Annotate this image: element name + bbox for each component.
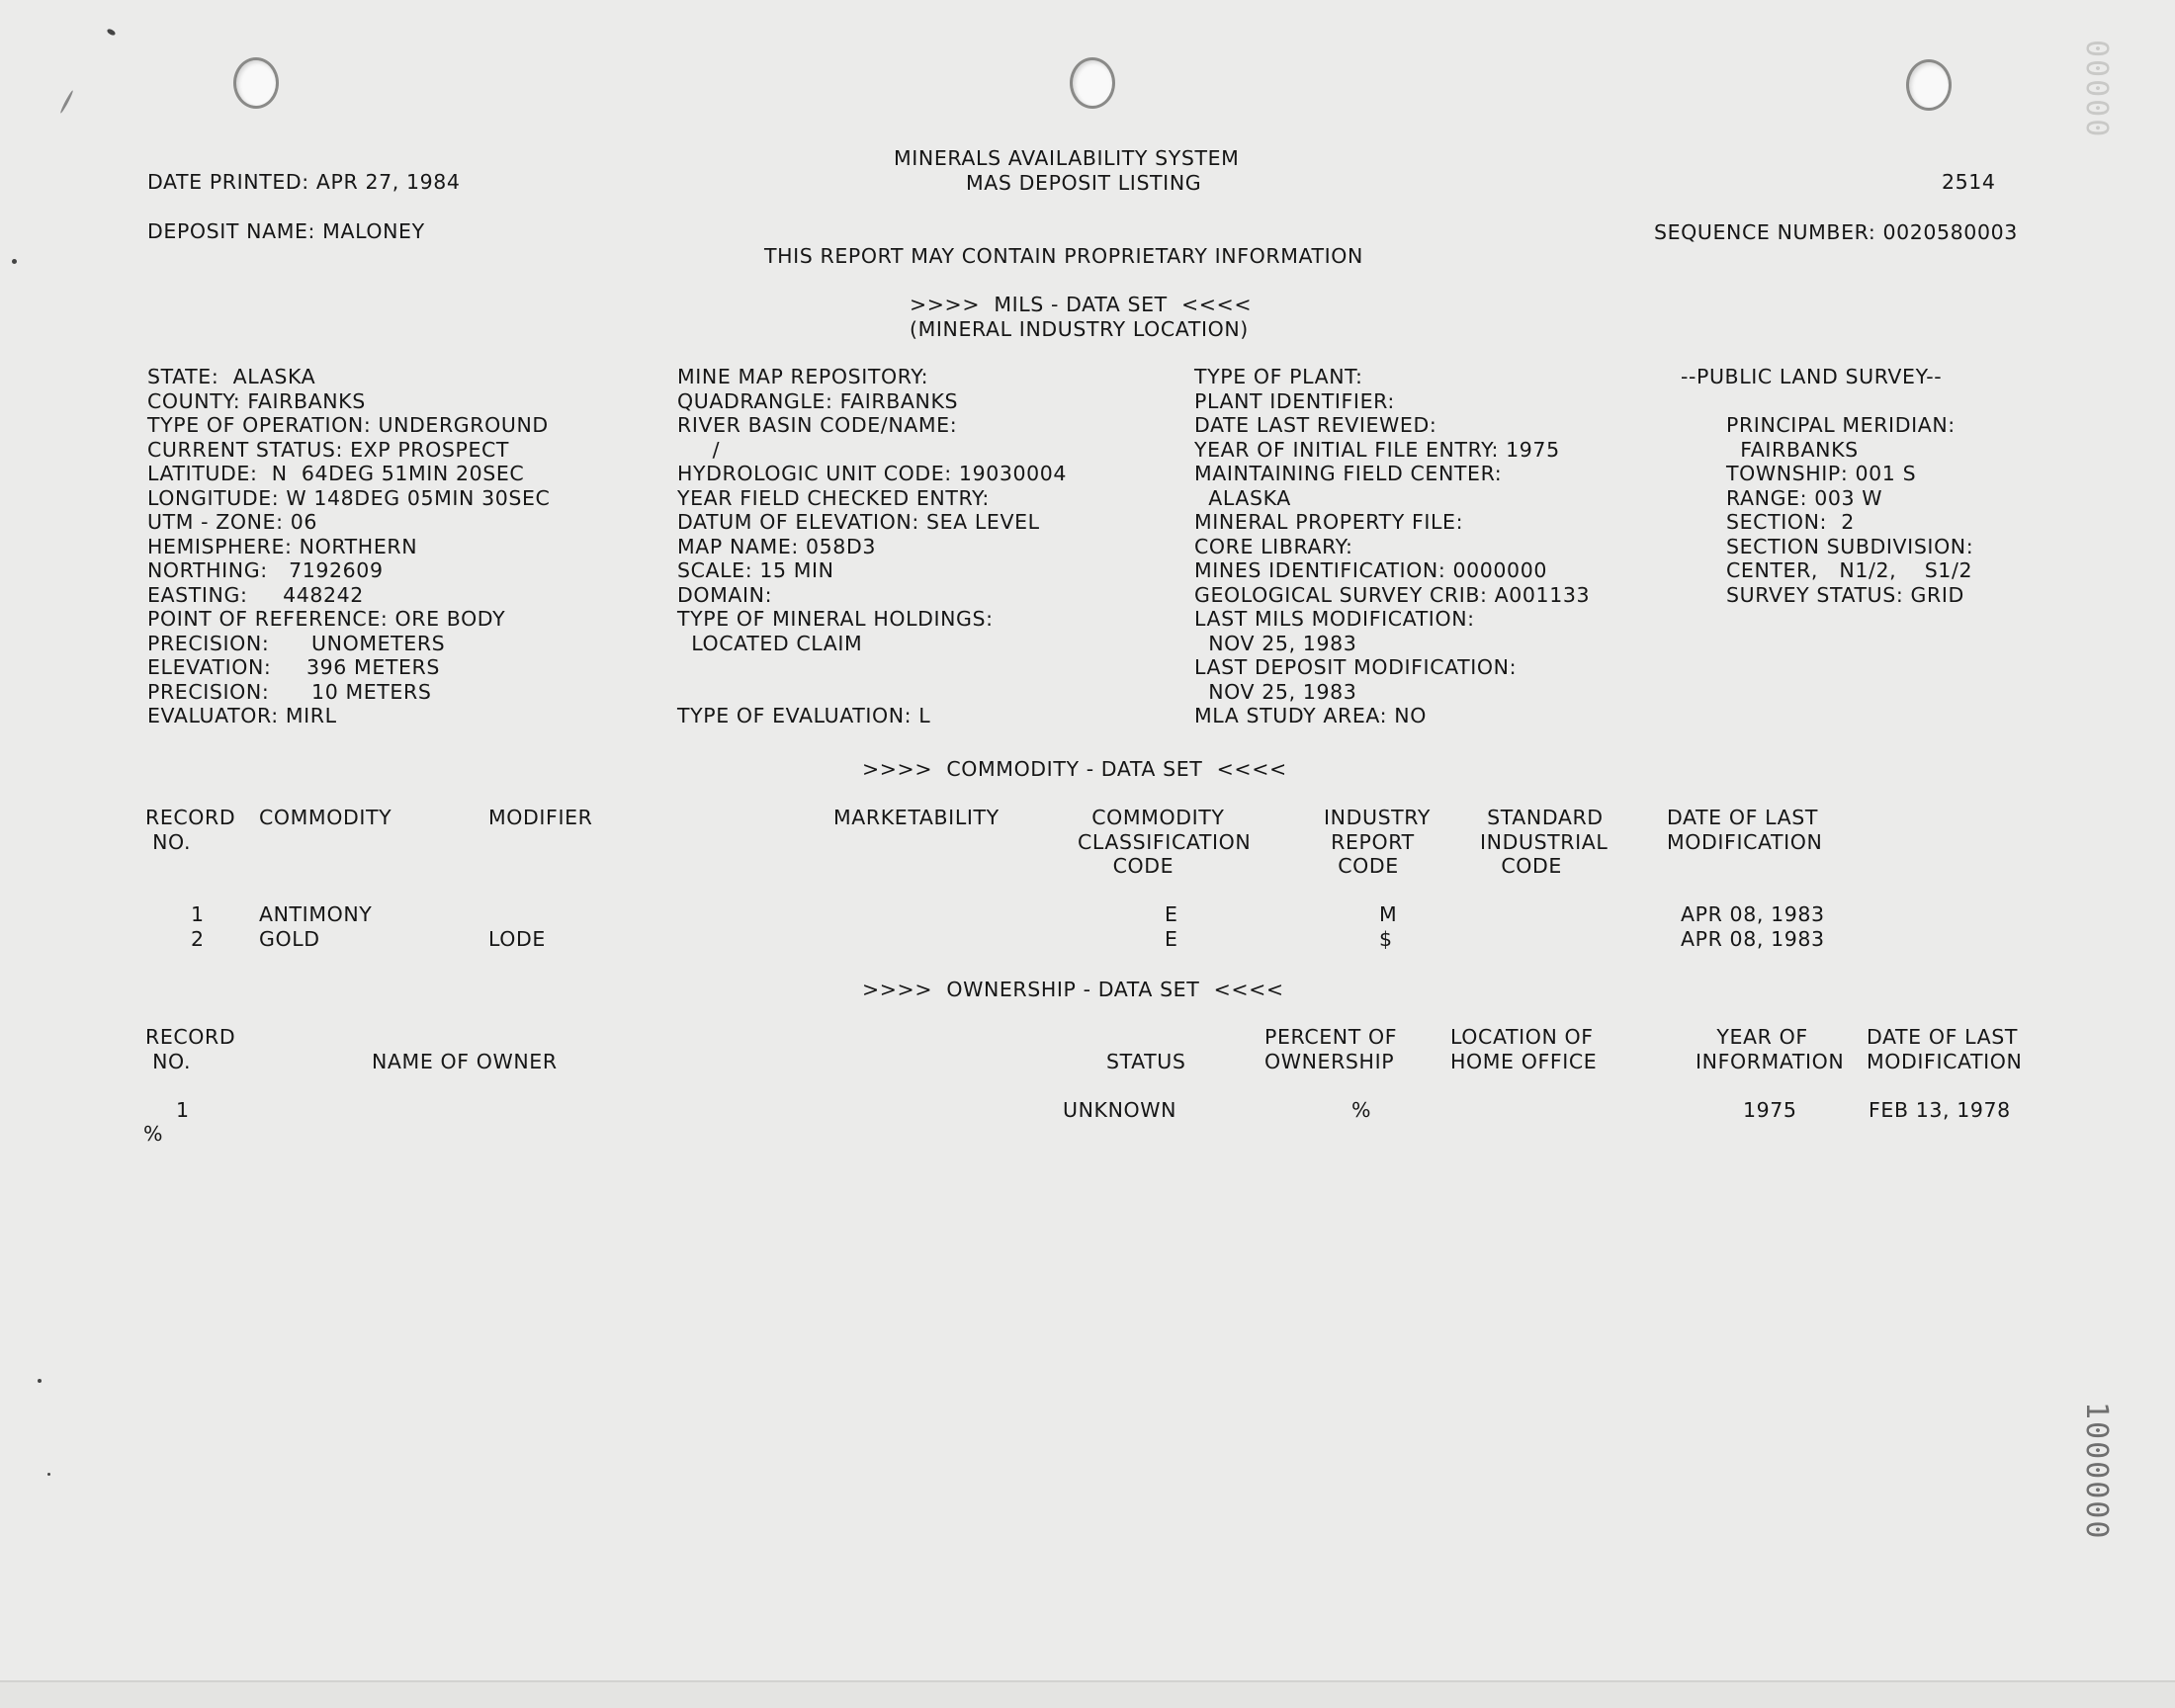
field-quadrangle: QUADRANGLE: FAIRBANKS	[677, 388, 959, 413]
field-elevation: ELEVATION: 396 METERS	[147, 655, 441, 679]
ink-speck	[12, 259, 17, 264]
field-mines-identification: MINES IDENTIFICATION: 0000000	[1194, 558, 1547, 582]
ink-speck	[47, 1473, 50, 1476]
commodity-record-no: 1	[191, 902, 205, 926]
field-point-of-reference: POINT OF REFERENCE: ORE BODY	[147, 607, 506, 631]
field-current-status: CURRENT STATUS: EXP PROSPECT	[147, 437, 510, 462]
commodity-classification-code: E	[1165, 902, 1178, 926]
field-state: STATE: ALASKA	[147, 365, 316, 388]
blank-line	[1681, 389, 1942, 414]
field-county: COUNTY: FAIRBANKS	[147, 388, 366, 413]
ink-speck	[59, 90, 74, 114]
commodity-modification-date: APR 08, 1983	[1681, 927, 1825, 951]
ownership-year: 1975	[1743, 1098, 1797, 1122]
field-section-subdivision: SECTION SUBDIVISION:	[1726, 534, 1974, 558]
commodity-name: ANTIMONY	[259, 902, 373, 926]
field-principal-meridian: PRINCIPAL MERIDIAN:	[1726, 413, 1956, 437]
field-longitude: LONGITUDE: W 148DEG 05MIN 30SEC	[147, 485, 551, 510]
proprietary-notice: THIS REPORT MAY CONTAIN PROPRIETARY INFORMATION	[764, 244, 1363, 268]
field-principal-meridian-value: FAIRBANKS	[1726, 437, 1859, 462]
ownership-section-title: >>>> OWNERSHIP - DATA SET <<<<	[862, 978, 1284, 1001]
field-hydrologic-unit: HYDROLOGIC UNIT CODE: 19030004	[677, 462, 1068, 485]
field-map-name: MAP NAME: 058D3	[677, 534, 876, 558]
mils-section-subtitle: (MINERAL INDUSTRY LOCATION)	[910, 317, 1249, 341]
margin-stamp: 1000000	[2079, 1402, 2114, 1541]
commodity-record-no: 2	[191, 927, 205, 951]
field-last-deposit-modification-value: NOV 25, 1983	[1194, 679, 1357, 704]
blank-line	[677, 680, 1067, 705]
field-plant-type: TYPE OF PLANT:	[1194, 365, 1363, 388]
field-plant-identifier: PLANT IDENTIFIER:	[1194, 388, 1395, 413]
field-datum-of-elevation: DATUM OF ELEVATION: SEA LEVEL	[677, 510, 1040, 534]
commodity-section-title: >>>> COMMODITY - DATA SET <<<<	[862, 757, 1287, 781]
ownership-header-home-office: LOCATION OF HOME OFFICE	[1450, 1025, 1598, 1073]
field-operation-type: TYPE OF OPERATION: UNDERGROUND	[147, 413, 549, 437]
punch-hole-center	[1070, 57, 1115, 109]
commodity-header-sic: STANDARD INDUSTRIAL CODE	[1480, 806, 1609, 878]
field-mla-study-area: MLA STUDY AREA: NO	[1194, 704, 1427, 727]
commodity-header-record-no: RECORD NO.	[145, 806, 236, 854]
field-maintaining-center-value: ALASKA	[1194, 485, 1291, 510]
field-domain: DOMAIN:	[677, 582, 773, 607]
ink-speck	[106, 28, 116, 37]
commodity-header-classification: COMMODITY CLASSIFICATION CODE	[1078, 806, 1252, 878]
field-last-mils-modification-value: NOV 25, 1983	[1194, 631, 1357, 655]
ownership-header-date: DATE OF LAST MODIFICATION	[1867, 1025, 2023, 1073]
field-precision: PRECISION: UNOMETERS	[147, 631, 446, 655]
commodity-modifier: LODE	[488, 927, 546, 951]
field-river-basin-value: /	[677, 437, 721, 462]
ownership-status: UNKNOWN	[1063, 1098, 1177, 1122]
commodity-modification-date: APR 08, 1983	[1681, 902, 1825, 926]
field-maintaining-center: MAINTAINING FIELD CENTER:	[1194, 462, 1503, 485]
page-number: 2514	[1942, 170, 1996, 194]
ownership-record-no: 1	[176, 1098, 190, 1122]
field-mineral-property-file: MINERAL PROPERTY FILE:	[1194, 510, 1464, 534]
ownership-header-record-no: RECORD NO.	[145, 1025, 236, 1073]
commodity-header-marketability: MARKETABILITY	[833, 806, 1000, 829]
field-scale: SCALE: 15 MIN	[677, 558, 834, 582]
field-mine-map-repository: MINE MAP REPOSITORY:	[677, 365, 929, 388]
date-printed: DATE PRINTED: APR 27, 1984	[147, 170, 461, 194]
mils-column-land-survey	[1681, 365, 1974, 607]
commodity-header-commodity: COMMODITY	[259, 806, 392, 829]
field-elevation-precision: PRECISION: 10 METERS	[147, 679, 432, 704]
commodity-header-date: DATE OF LAST MODIFICATION	[1667, 806, 1823, 854]
ownership-header-year: YEAR OF INFORMATION	[1696, 1025, 1845, 1073]
ownership-header-percent: PERCENT OF OWNERSHIP	[1264, 1025, 1398, 1073]
sequence-number: SEQUENCE NUMBER: 0020580003	[1654, 220, 2018, 244]
field-last-mils-modification: LAST MILS MODIFICATION:	[1194, 607, 1475, 631]
field-mineral-holdings: TYPE OF MINERAL HOLDINGS:	[677, 607, 994, 631]
ownership-header-owner-name: NAME OF OWNER	[372, 1050, 558, 1073]
field-latitude: LATITUDE: N 64DEG 51MIN 20SEC	[147, 462, 525, 485]
commodity-name: GOLD	[259, 927, 320, 951]
field-survey-status: SURVEY STATUS: GRID	[1726, 582, 1964, 607]
mils-section-title: >>>> MILS - DATA SET <<<<	[910, 293, 1253, 316]
field-range: RANGE: 003 W	[1726, 485, 1883, 510]
commodity-classification-code: E	[1165, 927, 1178, 951]
field-year-field-checked: YEAR FIELD CHECKED ENTRY:	[677, 485, 990, 510]
ownership-trailing-mark: %	[143, 1122, 164, 1146]
field-easting: EASTING: 448242	[147, 582, 364, 607]
field-township: TOWNSHIP: 001 S	[1726, 462, 1917, 485]
field-date-last-reviewed: DATE LAST REVIEWED:	[1194, 413, 1437, 437]
mils-column-maps	[677, 365, 1067, 728]
mils-column-location	[147, 365, 550, 728]
field-utm-zone: UTM - ZONE: 06	[147, 510, 318, 534]
punch-hole-left	[233, 57, 279, 109]
listing-title: MAS DEPOSIT LISTING	[966, 171, 1202, 195]
field-evaluation-type: TYPE OF EVALUATION: L	[677, 704, 931, 727]
ownership-header-status: STATUS	[1106, 1050, 1186, 1073]
punch-hole-right	[1906, 59, 1952, 111]
field-mineral-holdings-value: LOCATED CLAIM	[677, 631, 863, 655]
field-initial-file-entry: YEAR OF INITIAL FILE ENTRY: 1975	[1194, 437, 1560, 462]
ownership-modification-date: FEB 13, 1978	[1869, 1098, 2011, 1122]
deposit-name: DEPOSIT NAME: MALONEY	[147, 219, 425, 243]
field-section-subdivision-value: CENTER, N1/2, S1/2	[1726, 558, 1973, 582]
field-section: SECTION: 2	[1726, 510, 1855, 534]
commodity-header-industry-report: INDUSTRY REPORT CODE	[1324, 806, 1431, 878]
blank-line	[677, 655, 1067, 680]
field-northing: NORTHING: 7192609	[147, 558, 384, 582]
field-core-library: CORE LIBRARY:	[1194, 534, 1353, 558]
field-last-deposit-modification: LAST DEPOSIT MODIFICATION:	[1194, 655, 1518, 679]
system-title: MINERALS AVAILABILITY SYSTEM	[894, 146, 1240, 170]
field-evaluator: EVALUATOR: MIRL	[147, 704, 337, 727]
margin-stamp-faint: 00000	[2079, 40, 2114, 139]
ownership-percent: %	[1351, 1098, 1372, 1122]
ink-speck	[38, 1379, 42, 1383]
commodity-industry-code: M	[1379, 902, 1398, 926]
commodity-industry-code: $	[1379, 927, 1393, 951]
land-survey-heading: --PUBLIC LAND SURVEY--	[1681, 365, 1943, 388]
commodity-header-modifier: MODIFIER	[488, 806, 593, 829]
field-hemisphere: HEMISPHERE: NORTHERN	[147, 534, 418, 558]
field-geological-survey-crib: GEOLOGICAL SURVEY CRIB: A001133	[1194, 582, 1591, 607]
field-river-basin: RIVER BASIN CODE/NAME:	[677, 413, 958, 437]
mils-column-plant	[1194, 365, 1590, 728]
